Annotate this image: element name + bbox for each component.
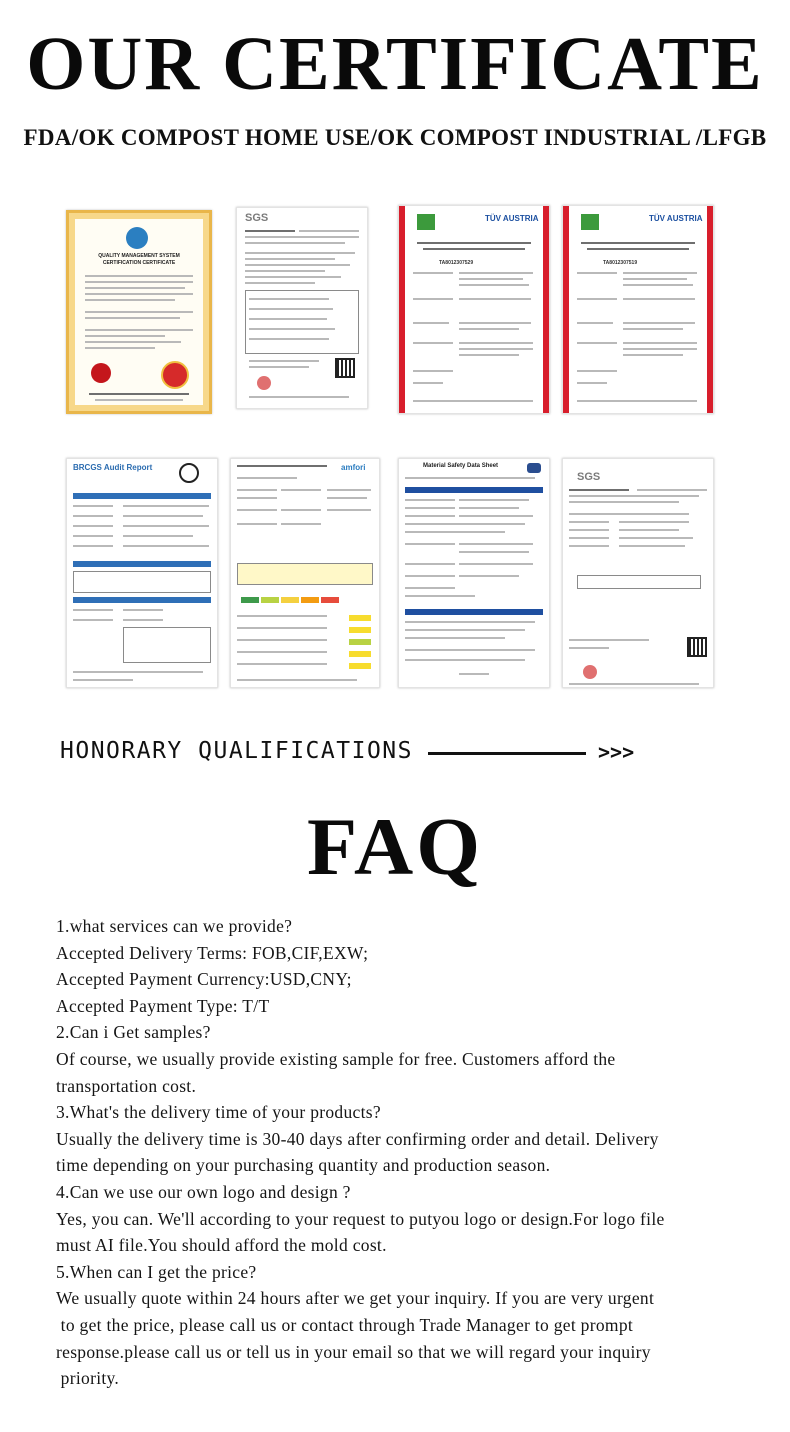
tuv-ok-compost-industrial[interactable] [562,205,714,414]
faq-line: to get the price, please call us or contact through Trade Manager to get prompt [56,1314,634,1335]
tuv-logo: TÜV AUSTRIA [485,214,539,223]
amfori-logo: amfori [341,463,366,472]
tuv-ok-compost-home[interactable] [398,205,550,414]
faq-line: 2.Can i Get samples? [56,1022,211,1043]
faq-title: FAQ [306,801,483,892]
faq-line: transportation cost. [56,1075,197,1096]
arrows-icon: >>> [598,740,635,764]
faq-line: Accepted Payment Type: T/T [56,995,270,1016]
brcgs-logo: BRCGS Audit Report [73,463,153,472]
faq-line: response.please call us or tell us in your email so that we will regard your inquiry [56,1341,651,1362]
faq-line: Usually the delivery time is 30-40 days after confirming order and detail. Delivery [56,1128,659,1149]
certificate-types-subtitle: FDA/OK COMPOST HOME USE/OK COMPOST INDUSTRIAL /LFGB [23,125,767,150]
faq-line: Yes, you can. We'll according to your request to putyou logo or design.For logo file [56,1208,665,1229]
faq-line: Of course, we usually provide existing sample for free. Customers afford the [56,1048,616,1069]
sgs-logo: SGS [245,212,269,224]
quality-management-certificate[interactable] [66,210,212,414]
material-safety-data-sheet[interactable] [398,458,550,688]
honorary-divider [428,752,586,755]
msds-title: Material Safety Data Sheet [423,463,499,469]
faq-content [56,913,756,1392]
certificate-code: TA8012307519 [603,260,638,266]
faq-line: Accepted Delivery Terms: FOB,CIF,EXW; [56,942,369,963]
tuv-logo: TÜV AUSTRIA [649,214,703,223]
certificate-label: QUALITY MANAGEMENT SYSTEM CERTIFICATION CERTIFICATE [98,253,180,266]
sgs-logo: SGS [577,471,601,483]
faq-line: We usually quote within 24 hours after we get your inquiry. If you are very urgent [56,1288,655,1309]
faq-line: time depending on your purchasing quantity and production season. [56,1155,551,1176]
faq-line: 4.Can we use our own logo and design ? [56,1181,351,1202]
faq-line: 3.What's the delivery time of your products? [56,1102,381,1123]
faq-line: must AI file.You should afford the mold cost. [56,1235,387,1256]
faq-line: 1.what services can we provide? [56,916,293,936]
honorary-qualifications-heading: HONORARY QUALIFICATIONS [60,738,413,764]
page-title: OUR CERTIFICATE [26,22,764,106]
brcgs-audit-report[interactable] [66,458,218,688]
sgs-test-report-2[interactable] [562,458,714,688]
certificate-code: TA8012307529 [439,260,474,266]
faq-line: Accepted Payment Currency:USD,CNY; [56,969,352,990]
faq-line: 5.When can I get the price? [56,1261,257,1282]
faq-line: priority. [56,1368,120,1389]
sgs-test-report[interactable] [236,207,368,409]
amfori-monitoring-report[interactable] [230,458,380,688]
